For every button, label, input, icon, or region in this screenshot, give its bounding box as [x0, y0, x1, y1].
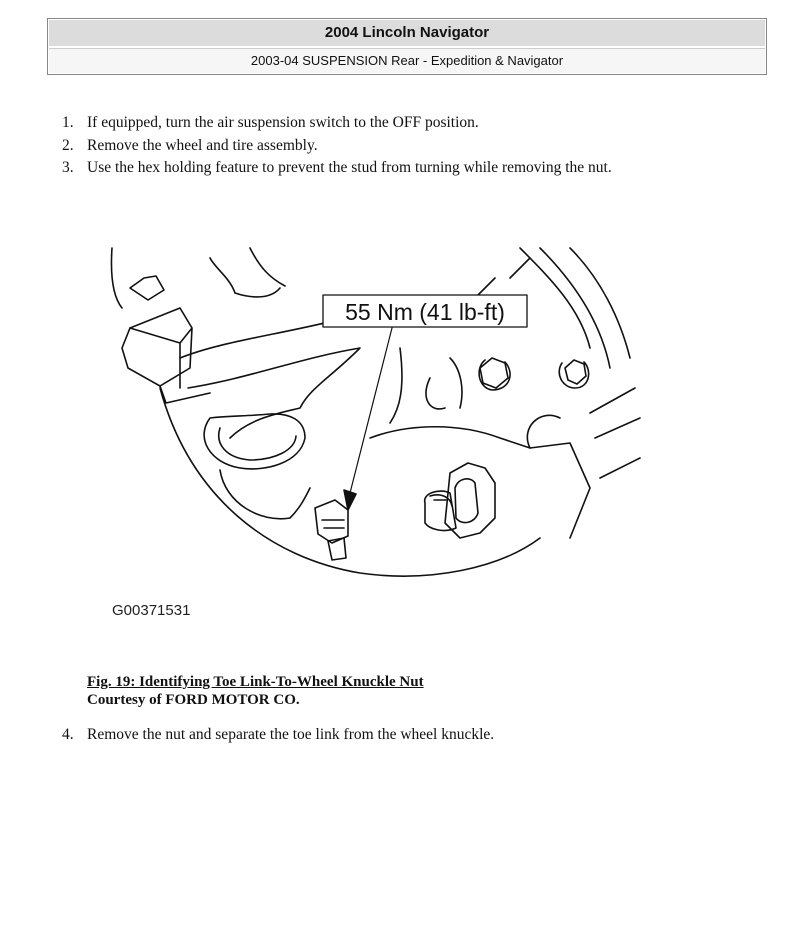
step-text: Use the hex holding feature to prevent the stud from turning while removing the nut. — [87, 159, 612, 176]
figure-id: G00371531 — [112, 602, 191, 619]
step-text: If equipped, turn the air suspension switch to the OFF position. — [87, 114, 479, 131]
document-header — [47, 18, 767, 75]
step-number: 2. — [62, 136, 74, 154]
step-text: Remove the wheel and tire assembly. — [87, 136, 318, 154]
document-title: 2004 Lincoln Navigator — [49, 20, 765, 46]
caption-courtesy: Courtesy of FORD MOTOR CO. — [87, 692, 300, 708]
torque-label: 55 Nm (41 lb-ft) — [345, 299, 505, 325]
toe-link-illustration — [100, 238, 645, 598]
step-text: Remove the nut and separate the toe link from the wheel knuckle. — [87, 726, 495, 743]
step-number: 1. — [62, 114, 74, 131]
caption-title: Fig. 19: Identifying Toe Link-To-Wheel Knuckle Nut — [87, 674, 424, 690]
step-number: 3. — [62, 159, 74, 176]
figure-caption — [87, 673, 424, 709]
step-item — [0, 724, 794, 746]
step-number: 4. — [62, 726, 74, 743]
document-subtitle: 2003-04 SUSPENSION Rear - Expedition & Navigator — [49, 48, 765, 73]
